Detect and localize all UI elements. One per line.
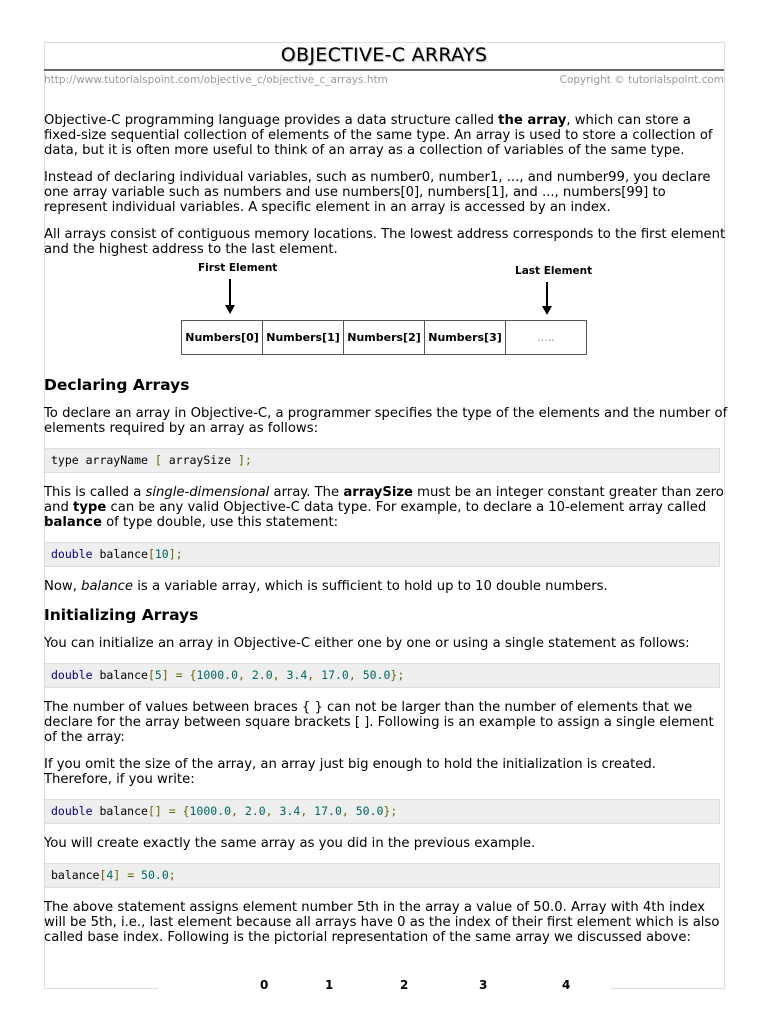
code-token: type arrayName [51,453,155,467]
code-token: balance [51,868,100,882]
code-token: 10 [154,547,169,561]
code-block [44,542,720,567]
code-token: ]; [237,453,252,467]
section-heading: Initializing Arrays [44,606,199,624]
text: , which can store a fixed-size sequential collection of elements of the same type. An array is used to store a collection of data, but it is often more useful to think of an array as a collection of variables of the same type. [44,113,713,158]
code-token: , [300,804,315,818]
code-token: 2.0 [244,804,266,818]
code-token: , [231,804,245,818]
code-token: , [307,668,322,682]
code-token: 17.0 [314,804,342,818]
code-token: ]; [168,547,183,561]
text: of type double, use this statement: [101,515,339,530]
divider [611,988,724,989]
paragraph [44,579,728,594]
code-token: 1000.0 [189,804,232,818]
code-token: , [238,668,252,682]
code-token: , [272,668,287,682]
article-body [44,113,728,957]
code-block [44,663,720,688]
paragraph: The above statement assigns element number 5th in the array a value of 50.0. Array with 4th index will be 5th, i.e., last element because all arrays have 0 as the index of their first element which is also called base index. Following is the pictorial representation of the same array we discussed above: [44,900,720,945]
source-url[interactable]: http://www.tutorialspoint.com/objective_c/objective_c_arrays.htm [44,74,388,86]
code-token: 3.4 [279,804,301,818]
array-cell: Numbers[1] [263,321,344,354]
code-token: 17.0 [321,668,349,682]
paragraph: If you omit the size of the array, an array just big enough to hold the initialization is created. Therefore, if you write: [44,757,656,787]
intro-paragraph [44,113,728,158]
code-token: , [348,668,363,682]
paragraph: All arrays consist of contiguous memory locations. The lowest address corresponds to the first element and the highest address to the last element. [44,227,726,257]
copyright: Copyright © tutorialspoint.com [559,74,724,86]
code-token: balance [92,668,148,682]
code-block [44,799,720,824]
paragraph: Instead of declaring individual variables, such as number0, number1, ..., and number99, you declare one array variable such as numbers and use numbers[0], numbers[1], and ..., numbers[99] to represent individual variables. A specific element in an array is accessed by an index. [44,170,711,215]
code-token: ; [168,868,176,882]
section-heading: Declaring Arrays [44,376,190,394]
divider [44,988,158,989]
array-diagram [44,261,728,366]
arrowhead-icon [542,306,552,315]
code-token: , [341,804,356,818]
code-token: , [265,804,280,818]
text: array. The [269,485,344,500]
code-token: ] = [113,868,142,882]
code-token: 5 [154,668,162,682]
code-token: 50.0 [362,668,391,682]
code-token: 50.0 [355,804,384,818]
array-index: 2 [400,978,409,992]
text: Now, [44,579,82,594]
paragraph: To declare an array in Objective-C, a programmer specifies the type of the elements and the number of elements required by an array as follows: [44,406,728,436]
paragraph: You can initialize an array in Objective-C either one by one or using a single statement as follows: [44,636,690,651]
array-index: 4 [562,978,571,992]
code-token: arraySize [168,453,238,467]
code-token: 2.0 [251,668,273,682]
first-element-label: First Element [198,262,278,274]
code-token: [ [99,868,107,882]
array-cell: Numbers[2] [344,321,425,354]
text: the array [498,113,567,128]
code-token: 3.4 [286,668,308,682]
text: must be an integer constant greater than zero and [44,485,724,515]
code-token: balance [92,804,148,818]
text: arraySize [343,485,413,500]
text: Objective-C programming language provides a data structure called [44,113,499,128]
text: can be any valid Objective-C data type. For example, to declare a 10-element array called [106,500,707,515]
array-cells [181,320,587,355]
paragraph: The number of values between braces { } can not be larger than the number of elements that we declare for the array between square brackets [ ]. Following is an example to assign a single element of the array: [44,700,714,745]
last-element-label: Last Element [515,265,593,277]
paragraph [44,485,728,530]
arrowhead-icon [225,305,235,314]
code-token: double [51,547,93,561]
code-token: double [51,804,93,818]
code-block [44,863,720,888]
code-token: double [51,668,93,682]
code-token: [ [147,547,155,561]
title-rule [44,69,724,71]
code-token: 50.0 [141,868,169,882]
code-token: [ [147,668,155,682]
code-token: 1000.0 [196,668,238,682]
text: balance [81,579,134,594]
code-token: [ [154,453,162,467]
array-index: 0 [260,978,269,992]
code-token: }; [383,804,398,818]
code-token: ] [161,668,169,682]
code-token: = { [168,668,197,682]
array-cell: Numbers[0] [182,321,263,354]
code-token: }; [390,668,405,682]
text: single-dimensional [145,485,270,500]
array-cell: Numbers[3] [425,321,506,354]
array-index: 3 [479,978,488,992]
code-token: balance [92,547,148,561]
text: is a variable array, which is sufficient to hold up to 10 double numbers. [133,579,608,594]
paragraph: You will create exactly the same array as you did in the previous example. [44,836,536,851]
text: This is called a [44,485,146,500]
arrow-icon [229,279,231,307]
code-token: 4 [106,868,114,882]
page-title: OBJECTIVE-C ARRAYS [280,44,488,66]
text: balance [44,515,102,530]
text: type [73,500,107,515]
array-index: 1 [325,978,334,992]
code-block [44,448,720,473]
code-token: [] = { [147,804,190,818]
array-cell: ..... [537,331,555,344]
